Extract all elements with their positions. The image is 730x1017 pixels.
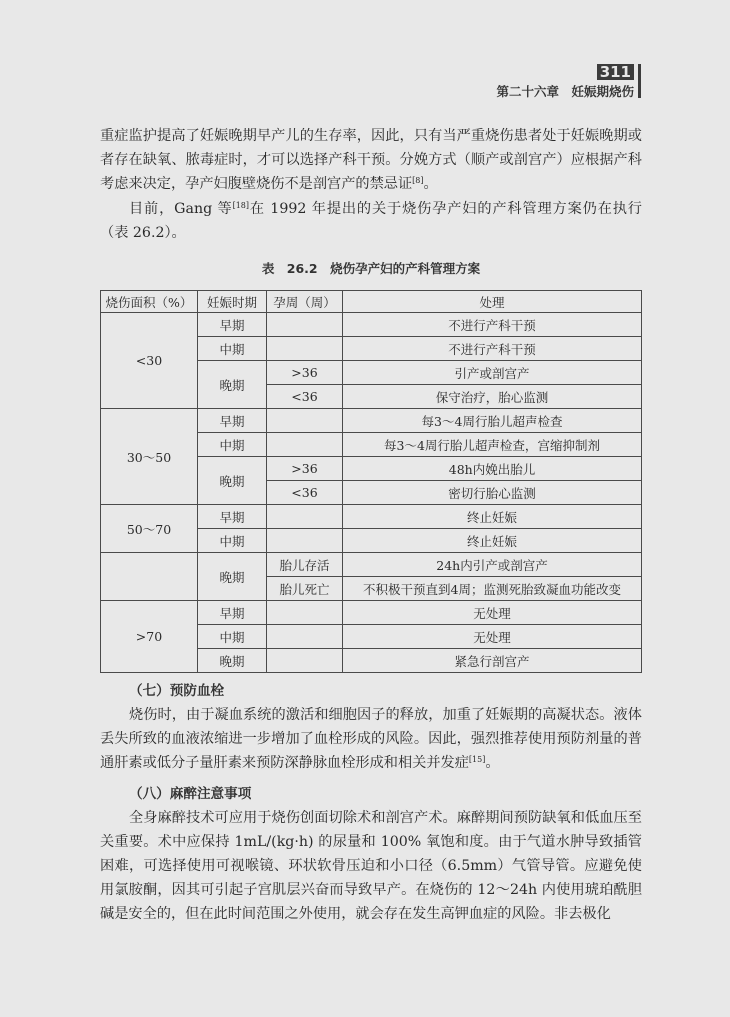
weeks-cell: >36 — [267, 361, 343, 385]
burn-area-cell: <30 — [101, 313, 198, 409]
treatment-cell: 紧急行剖宫产 — [343, 649, 642, 673]
header-cell: 孕周（周） — [267, 291, 343, 313]
period-cell: 晚期 — [198, 553, 267, 601]
weeks-cell: >36 — [267, 457, 343, 481]
weeks-cell: <36 — [267, 481, 343, 505]
weeks-cell: 胎儿存活 — [267, 553, 343, 577]
table-header-row — [101, 291, 642, 313]
header-divider — [638, 64, 641, 98]
period-cell: 早期 — [198, 601, 267, 625]
period-cell: 晚期 — [198, 361, 267, 409]
treatment-cell: 每3～4周行胎儿超声检查，宫缩抑制剂 — [343, 433, 642, 457]
weeks-cell — [267, 337, 343, 361]
treatment-cell: 密切行胎心监测 — [343, 481, 642, 505]
treatment-cell: 保守治疗，胎心监测 — [343, 385, 642, 409]
period-cell: 晚期 — [198, 649, 267, 673]
period-cell: 中期 — [198, 337, 267, 361]
period-cell: 晚期 — [198, 457, 267, 505]
weeks-cell — [267, 649, 343, 673]
page-header — [0, 0, 730, 100]
page-content — [100, 124, 642, 927]
treatment-cell: 终止妊娠 — [343, 505, 642, 529]
weeks-cell — [267, 505, 343, 529]
management-table — [100, 290, 642, 673]
citation: [8] — [412, 176, 424, 186]
weeks-cell: 胎儿死亡 — [267, 577, 343, 601]
treatment-cell: 无处理 — [343, 625, 642, 649]
weeks-cell — [267, 529, 343, 553]
period-cell: 早期 — [198, 313, 267, 337]
treatment-cell: 不进行产科干预 — [343, 313, 642, 337]
weeks-cell — [267, 433, 343, 457]
treatment-cell: 每3～4周行胎儿超声检查 — [343, 409, 642, 433]
treatment-cell: 24h内引产或剖宫产 — [343, 553, 642, 577]
page-number: 311 — [597, 64, 634, 80]
treatment-cell: 不进行产科干预 — [343, 337, 642, 361]
weeks-cell — [267, 625, 343, 649]
citation: [15] — [468, 755, 486, 765]
period-cell: 早期 — [198, 505, 267, 529]
section-heading-thrombosis: （七）预防血栓 — [129, 683, 225, 700]
burn-area-cell: 30～50 — [101, 409, 198, 505]
table-row — [101, 505, 642, 529]
period-cell: 中期 — [198, 433, 267, 457]
paragraph-thrombosis: 烧伤时，由于凝血系统的激活和细胞因子的释放，加重了妊娠期的高凝状态。液体丢失所致的血液浓缩进一步增加了血栓形成的风险。因此，强烈推荐使用预防剂量的普通肝素或低分子量肝素来预防深静脉血栓形成和相关并发症[15]。 — [100, 707, 642, 772]
table-row — [101, 601, 642, 625]
section-heading-anesthesia: （八）麻醉注意事项 — [129, 785, 252, 802]
treatment-cell: 终止妊娠 — [343, 529, 642, 553]
treatment-cell: 不积极干预直到4周；监测死胎致凝血功能改变 — [343, 577, 642, 601]
period-cell: 早期 — [198, 409, 267, 433]
table-caption: 表 26.2 烧伤孕产妇的产科管理方案 — [261, 261, 481, 277]
period-cell: 中期 — [198, 625, 267, 649]
weeks-cell: <36 — [267, 385, 343, 409]
treatment-cell: 无处理 — [343, 601, 642, 625]
weeks-cell — [267, 313, 343, 337]
paragraph-1: 重症监护提高了妊娠晚期早产儿的生存率，因此，只有当严重烧伤患者处于妊娠晚期或者存在缺氧、脓毒症时，才可以选择产科干预。分娩方式（顺产或剖宫产）应根据产科考虑来决定，孕产妇腹壁烧伤不是剖宫产的禁忌证[8]。 — [100, 128, 642, 193]
paragraph-anesthesia: 全身麻醉技术可应用于烧伤创面切除术和剖宫产术。麻醉期间预防缺氧和低血压至关重要。术中应保持 1mL/(kg·h) 的尿量和 100% 氧饱和度。由于气道水肿导致插管困难，可选择使用可视喉镜、环状软骨压迫和小口径（6.5mm）气管导管。应避免使用氯胺酮，因其可引起子宫肌层兴奋而导致早产。在烧伤的 12～24h 内使用琥珀酰胆碱是安全的，但在此时间范围之外使用，就会存在发生高钾血症的风险。非去极化 — [100, 809, 642, 923]
period-cell: 中期 — [198, 529, 267, 553]
burn-area-cell-empty — [101, 553, 198, 601]
burn-area-cell: 50～70 — [101, 505, 198, 553]
weeks-cell — [267, 601, 343, 625]
chapter-title: 第二十六章 妊娠期烧伤 — [496, 84, 634, 99]
table-row — [101, 409, 642, 433]
header-cell: 妊娠时期 — [198, 291, 267, 313]
treatment-cell: 引产或剖宫产 — [343, 361, 642, 385]
burn-area-cell: >70 — [101, 601, 198, 673]
table-row — [101, 313, 642, 337]
header-cell: 处理 — [343, 291, 642, 313]
header-cell: 烧伤面积（%） — [101, 291, 198, 313]
table-row — [101, 553, 642, 577]
paragraph-2: 目前，Gang 等[18]在 1992 年提出的关于烧伤孕产妇的产科管理方案仍在执行（表 26.2）。 — [100, 200, 642, 241]
weeks-cell — [267, 409, 343, 433]
treatment-cell: 48h内娩出胎儿 — [343, 457, 642, 481]
citation: [18] — [232, 200, 250, 210]
